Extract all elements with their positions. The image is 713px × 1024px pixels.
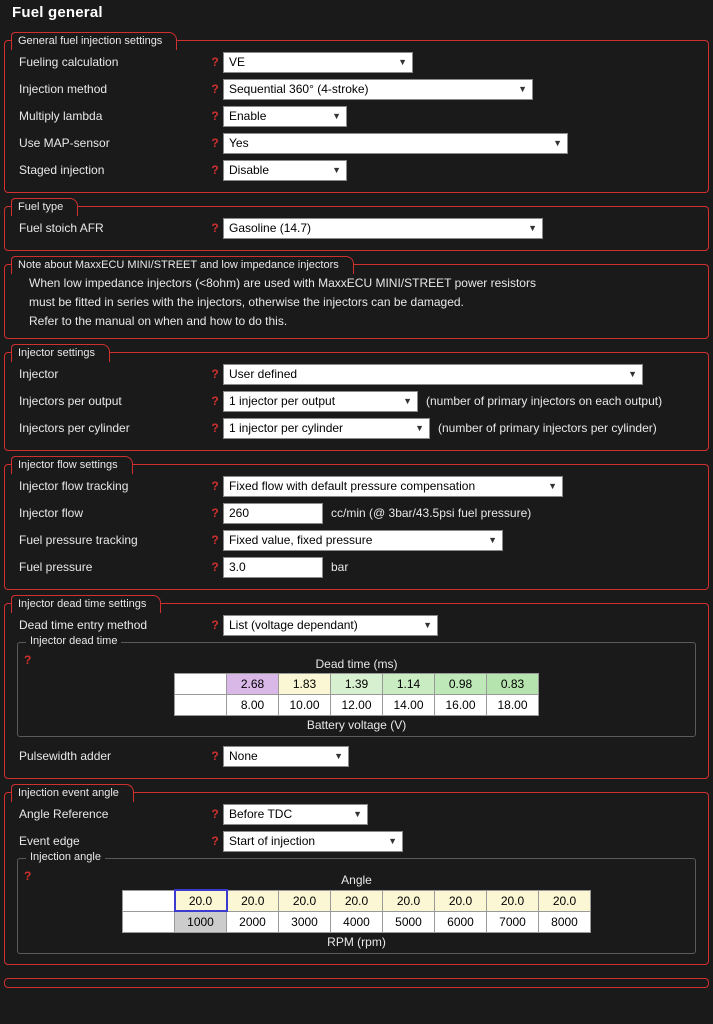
row-fuel-stoich-afr bbox=[11, 215, 702, 241]
label-event-edge: Event edge bbox=[19, 834, 80, 848]
row-pulsewidth-adder bbox=[11, 743, 702, 769]
select-dead-time-entry-method-value: List (voltage dependant) bbox=[229, 617, 358, 632]
injection-angle-cell-3[interactable]: 20.0 bbox=[331, 890, 383, 911]
hint-injectors-per-cylinder: (number of primary injectors per cylinder) bbox=[438, 421, 657, 435]
chevron-down-icon: ▼ bbox=[518, 83, 527, 94]
dead-time-axis-5[interactable]: 18.00 bbox=[487, 695, 539, 716]
dead-time-row-header bbox=[175, 674, 227, 695]
help-icon[interactable]: ? bbox=[211, 82, 219, 96]
help-icon[interactable]: ? bbox=[211, 163, 219, 177]
chevron-down-icon: ▼ bbox=[528, 222, 537, 233]
chevron-down-icon: ▼ bbox=[415, 422, 424, 433]
dead-time-axis-3[interactable]: 14.00 bbox=[383, 695, 435, 716]
injection-angle-cell-5[interactable]: 20.0 bbox=[435, 890, 487, 911]
injection-angle-axis-3[interactable]: 4000 bbox=[331, 911, 383, 932]
chevron-down-icon: ▼ bbox=[353, 808, 362, 819]
group-caption-general: General fuel injection settings bbox=[11, 32, 177, 50]
dead-time-cell-1[interactable]: 1.83 bbox=[279, 674, 331, 695]
select-angle-reference[interactable] bbox=[223, 804, 368, 825]
help-icon[interactable]: ? bbox=[211, 834, 219, 848]
injection-angle-axis-6[interactable]: 7000 bbox=[487, 911, 539, 932]
help-icon[interactable]: ? bbox=[211, 506, 219, 520]
row-fuel-pressure-tracking bbox=[11, 527, 702, 553]
dead-time-axis-2[interactable]: 12.00 bbox=[331, 695, 383, 716]
help-icon[interactable]: ? bbox=[211, 394, 219, 408]
help-icon[interactable]: ? bbox=[211, 807, 219, 821]
note-line-1: When low impedance injectors (<8ohm) are used with MaxxECU MINI/STREET power resistors bbox=[29, 276, 536, 290]
note-line-3: Refer to the manual on when and how to do this. bbox=[29, 314, 288, 328]
select-injector-value: User defined bbox=[229, 366, 298, 381]
dead-time-cell-5[interactable]: 0.83 bbox=[487, 674, 539, 695]
chevron-down-icon: ▼ bbox=[388, 835, 397, 846]
help-icon[interactable]: ? bbox=[211, 560, 219, 574]
label-staged-injection: Staged injection bbox=[19, 163, 105, 177]
select-injector-flow-tracking[interactable] bbox=[223, 476, 563, 497]
select-fuel-pressure-tracking-value: Fixed value, fixed pressure bbox=[229, 532, 373, 547]
label-injector-flow: Injector flow bbox=[19, 506, 84, 520]
label-injector-flow-tracking: Injector flow tracking bbox=[19, 479, 129, 493]
chevron-down-icon: ▼ bbox=[548, 480, 557, 491]
hint-injector-flow-units: cc/min (@ 3bar/43.5psi fuel pressure) bbox=[331, 506, 532, 520]
subgroup-caption-injection-angle: Injection angle bbox=[26, 851, 105, 863]
group-note-low-impedance-injectors bbox=[4, 259, 709, 339]
table-row bbox=[123, 911, 591, 932]
group-injector-settings bbox=[4, 347, 709, 451]
row-injectors-per-output bbox=[11, 388, 702, 414]
table-row bbox=[175, 674, 539, 695]
chevron-down-icon: ▼ bbox=[334, 750, 343, 761]
injection-angle-axis-1[interactable]: 2000 bbox=[227, 911, 279, 932]
select-fueling-calculation[interactable] bbox=[223, 52, 413, 73]
row-injector bbox=[11, 361, 702, 387]
help-icon[interactable]: ? bbox=[24, 869, 32, 883]
row-fuel-pressure bbox=[11, 554, 702, 580]
injection-angle-cell-1[interactable]: 20.0 bbox=[227, 890, 279, 911]
dead-time-cell-3[interactable]: 1.14 bbox=[383, 674, 435, 695]
hint-injectors-per-output: (number of primary injectors on each output) bbox=[426, 394, 663, 408]
label-use-map-sensor: Use MAP-sensor bbox=[19, 136, 110, 150]
dead-time-table[interactable] bbox=[174, 673, 539, 716]
group-injection-event-angle bbox=[4, 787, 709, 965]
help-icon[interactable]: ? bbox=[211, 533, 219, 547]
group-caption-note: Note about MaxxECU MINI/STREET and low impedance injectors bbox=[11, 256, 354, 274]
input-injector-flow[interactable]: 260 bbox=[223, 503, 323, 524]
help-icon[interactable]: ? bbox=[211, 749, 219, 763]
table-row bbox=[123, 890, 591, 911]
dead-time-axis-1[interactable]: 10.00 bbox=[279, 695, 331, 716]
injection-angle-cell-0[interactable]: 20.0 bbox=[175, 890, 227, 911]
label-angle-reference: Angle Reference bbox=[19, 807, 109, 821]
group-partial-bottom bbox=[4, 978, 709, 988]
help-icon[interactable]: ? bbox=[211, 109, 219, 123]
row-injectors-per-cylinder bbox=[11, 415, 702, 441]
chevron-down-icon: ▼ bbox=[628, 368, 637, 379]
label-injection-method: Injection method bbox=[19, 82, 108, 96]
chevron-down-icon: ▼ bbox=[332, 110, 341, 121]
dead-time-axis-0[interactable]: 8.00 bbox=[227, 695, 279, 716]
chevron-down-icon: ▼ bbox=[398, 56, 407, 67]
select-multiply-lambda-value: Enable bbox=[229, 108, 267, 123]
select-injector[interactable] bbox=[223, 364, 643, 385]
select-injectors-per-output[interactable] bbox=[223, 391, 418, 412]
dead-time-cell-4[interactable]: 0.98 bbox=[435, 674, 487, 695]
label-multiply-lambda: Multiply lambda bbox=[19, 109, 103, 123]
row-event-edge bbox=[11, 828, 702, 854]
subgroup-injector-dead-time bbox=[17, 635, 696, 737]
help-icon[interactable]: ? bbox=[211, 421, 219, 435]
page-title: Fuel general bbox=[12, 4, 103, 21]
injection-angle-cell-2[interactable]: 20.0 bbox=[279, 890, 331, 911]
subgroup-injection-angle bbox=[17, 851, 696, 954]
injection-angle-axis-0[interactable]: 1000 bbox=[175, 911, 227, 932]
select-fueling-calculation-value: VE bbox=[229, 54, 246, 69]
group-caption-dead-time: Injector dead time settings bbox=[11, 595, 161, 613]
label-fuel-pressure: Fuel pressure bbox=[19, 560, 93, 574]
row-use-map-sensor bbox=[11, 130, 702, 156]
select-injection-method-value: Sequential 360° (4-stroke) bbox=[229, 81, 369, 96]
row-multiply-lambda bbox=[11, 103, 702, 129]
group-injector-flow-settings bbox=[4, 459, 709, 590]
row-injector-flow-tracking bbox=[11, 473, 702, 499]
injection-angle-cell-4[interactable]: 20.0 bbox=[383, 890, 435, 911]
injection-angle-table[interactable] bbox=[122, 889, 591, 933]
dead-time-axis-title: Battery voltage (V) bbox=[306, 718, 407, 732]
label-fueling-calculation: Fueling calculation bbox=[19, 55, 119, 69]
subgroup-caption-injector-dead-time: Injector dead time bbox=[26, 635, 121, 647]
group-fuel-type bbox=[4, 201, 709, 251]
label-injectors-per-cylinder: Injectors per cylinder bbox=[19, 421, 130, 435]
injection-angle-axis-5[interactable]: 6000 bbox=[435, 911, 487, 932]
label-injectors-per-output: Injectors per output bbox=[19, 394, 122, 408]
group-injector-dead-time-settings bbox=[4, 598, 709, 779]
select-event-edge-value: Start of injection bbox=[229, 833, 316, 848]
select-staged-injection[interactable] bbox=[223, 160, 347, 181]
select-staged-injection-value: Disable bbox=[229, 162, 270, 177]
select-injectors-per-cylinder-value: 1 injector per cylinder bbox=[229, 420, 344, 435]
help-icon[interactable]: ? bbox=[211, 55, 219, 69]
help-icon[interactable]: ? bbox=[211, 367, 219, 381]
group-caption-injection-event-angle: Injection event angle bbox=[11, 784, 134, 802]
row-injector-flow bbox=[11, 500, 702, 526]
injection-angle-cell-7[interactable]: 20.0 bbox=[539, 890, 591, 911]
group-caption-injector-settings: Injector settings bbox=[11, 344, 110, 362]
select-pulsewidth-adder[interactable] bbox=[223, 746, 349, 767]
row-fueling-calculation bbox=[11, 49, 702, 75]
chevron-down-icon: ▼ bbox=[488, 534, 497, 545]
help-icon[interactable]: ? bbox=[211, 618, 219, 632]
injection-angle-axis-2[interactable]: 3000 bbox=[279, 911, 331, 932]
label-injector: Injector bbox=[19, 367, 59, 381]
dead-time-table-title: Dead time (ms) bbox=[315, 657, 398, 671]
injection-angle-axis-title: RPM (rpm) bbox=[327, 934, 386, 949]
input-fuel-pressure[interactable]: 3.0 bbox=[223, 557, 323, 578]
select-fuel-stoich-afr[interactable] bbox=[223, 218, 543, 239]
help-icon[interactable]: ? bbox=[24, 653, 32, 667]
help-icon[interactable]: ? bbox=[211, 136, 219, 150]
select-use-map-sensor-value: Yes bbox=[229, 135, 249, 150]
label-pulsewidth-adder: Pulsewidth adder bbox=[19, 749, 112, 763]
select-use-map-sensor[interactable] bbox=[223, 133, 568, 154]
dead-time-axis-header bbox=[175, 695, 227, 716]
label-dead-time-entry-method: Dead time entry method bbox=[19, 618, 148, 632]
select-dead-time-entry-method[interactable] bbox=[223, 615, 438, 636]
select-angle-reference-value: Before TDC bbox=[229, 806, 293, 821]
chevron-down-icon: ▼ bbox=[553, 137, 562, 148]
group-general-fuel-injection-settings bbox=[4, 35, 709, 193]
injection-angle-cell-6[interactable]: 20.0 bbox=[487, 890, 539, 911]
hint-fuel-pressure-units: bar bbox=[331, 560, 349, 574]
chevron-down-icon: ▼ bbox=[423, 619, 432, 630]
injection-angle-table-title: Angle bbox=[341, 873, 372, 887]
injection-angle-axis-4[interactable]: 5000 bbox=[383, 911, 435, 932]
label-fuel-pressure-tracking: Fuel pressure tracking bbox=[19, 533, 138, 547]
row-injection-method bbox=[11, 76, 702, 102]
note-line-2: must be fitted in series with the injectors, otherwise the injectors can be damaged. bbox=[29, 295, 464, 309]
select-injector-flow-tracking-value: Fixed flow with default pressure compensation bbox=[229, 478, 476, 493]
row-angle-reference bbox=[11, 801, 702, 827]
select-injectors-per-cylinder[interactable] bbox=[223, 418, 430, 439]
help-icon[interactable]: ? bbox=[211, 479, 219, 493]
injection-angle-axis-7[interactable]: 8000 bbox=[539, 911, 591, 932]
select-injectors-per-output-value: 1 injector per output bbox=[229, 393, 336, 408]
row-staged-injection bbox=[11, 157, 702, 183]
injection-angle-axis-header bbox=[123, 911, 175, 932]
select-fuel-stoich-afr-value: Gasoline (14.7) bbox=[229, 220, 312, 235]
label-fuel-stoich-afr: Fuel stoich AFR bbox=[19, 221, 104, 235]
chevron-down-icon: ▼ bbox=[403, 395, 412, 406]
select-injection-method[interactable] bbox=[223, 79, 533, 100]
select-event-edge[interactable] bbox=[223, 831, 403, 852]
dead-time-cell-2[interactable]: 1.39 bbox=[331, 674, 383, 695]
chevron-down-icon: ▼ bbox=[332, 164, 341, 175]
group-caption-injector-flow: Injector flow settings bbox=[11, 456, 133, 474]
select-multiply-lambda[interactable] bbox=[223, 106, 347, 127]
select-fuel-pressure-tracking[interactable] bbox=[223, 530, 503, 551]
select-pulsewidth-adder-value: None bbox=[229, 748, 258, 763]
group-caption-fuel-type: Fuel type bbox=[11, 198, 78, 216]
injection-angle-row-header bbox=[123, 890, 175, 911]
dead-time-axis-4[interactable]: 16.00 bbox=[435, 695, 487, 716]
table-row bbox=[175, 695, 539, 716]
help-icon[interactable]: ? bbox=[211, 221, 219, 235]
dead-time-cell-0[interactable]: 2.68 bbox=[227, 674, 279, 695]
